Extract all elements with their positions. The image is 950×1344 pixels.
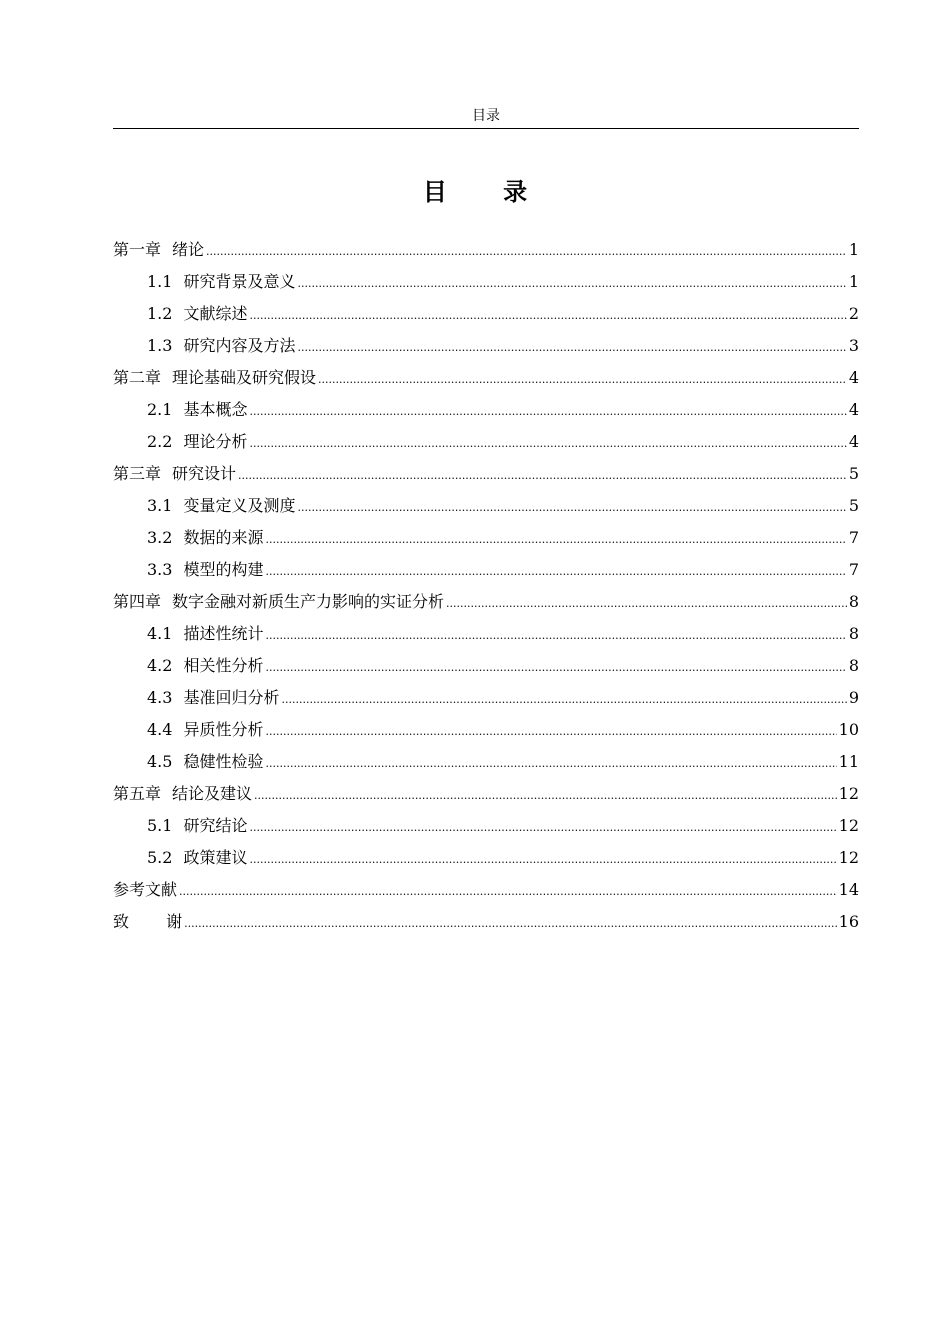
toc-entry-number: 4.5 xyxy=(147,752,173,771)
toc-entry-title: 相关性分析 xyxy=(183,656,264,675)
toc-entry-page: 8 xyxy=(848,656,859,675)
toc-entry-page: 4 xyxy=(848,400,859,419)
toc-entry-page: 1 xyxy=(848,240,859,259)
toc-entry-page: 16 xyxy=(838,912,859,931)
toc-entry[interactable] xyxy=(113,394,859,426)
toc-entry[interactable] xyxy=(113,842,859,874)
toc-entry-title: 结论及建议 xyxy=(172,784,253,803)
toc-entry-title: 研究背景及意义 xyxy=(183,272,296,291)
toc-entry-title: 变量定义及测度 xyxy=(183,496,296,515)
page-title: 目 录 xyxy=(422,177,552,206)
toc-dot-leader xyxy=(238,460,847,492)
toc-entry[interactable] xyxy=(113,618,859,650)
toc-entry-number: 2.1 xyxy=(147,400,173,419)
toc-entry-title: 基准回归分析 xyxy=(183,688,280,707)
toc-entry[interactable] xyxy=(113,234,859,266)
toc-entry[interactable] xyxy=(113,682,859,714)
toc-entry-page: 9 xyxy=(848,688,859,707)
toc-entry-title: 绪论 xyxy=(172,240,205,259)
toc-entry-page: 3 xyxy=(848,336,859,355)
toc-entry-title: 数据的来源 xyxy=(183,528,264,547)
toc-entry[interactable] xyxy=(113,330,859,362)
toc-dot-leader xyxy=(265,716,836,748)
toc-entry[interactable] xyxy=(113,906,859,938)
toc-entry-page: 2 xyxy=(848,304,859,323)
toc-entry-page: 5 xyxy=(848,464,859,483)
toc-entry[interactable] xyxy=(113,746,859,778)
toc-dot-leader xyxy=(249,844,836,876)
running-header: 目录 xyxy=(472,108,500,124)
toc-entry-number: 1.1 xyxy=(147,272,173,291)
table-of-contents xyxy=(113,234,859,938)
toc-entry-title: 研究结论 xyxy=(183,816,248,835)
toc-entry-number: 第三章 xyxy=(113,464,162,483)
toc-entry-page: 8 xyxy=(848,624,859,643)
toc-entry-page: 1 xyxy=(848,272,859,291)
toc-entry-title: 参考文献 xyxy=(113,880,178,899)
toc-entry-title: 理论基础及研究假设 xyxy=(172,368,317,387)
toc-dot-leader xyxy=(265,748,836,780)
header-rule xyxy=(113,128,859,129)
toc-entry-title: 理论分析 xyxy=(183,432,248,451)
toc-dot-leader xyxy=(179,876,837,908)
toc-entry-title: 研究内容及方法 xyxy=(183,336,296,355)
toc-entry-title: 致 谢 xyxy=(113,912,199,931)
toc-entry[interactable] xyxy=(113,874,859,906)
toc-entry[interactable] xyxy=(113,586,859,618)
toc-entry-page: 5 xyxy=(848,496,859,515)
toc-dot-leader xyxy=(249,300,846,332)
toc-entry-page: 14 xyxy=(838,880,859,899)
toc-dot-leader xyxy=(249,812,836,844)
toc-dot-leader xyxy=(318,364,847,396)
toc-entry-number: 第四章 xyxy=(113,592,162,611)
toc-entry[interactable] xyxy=(113,426,859,458)
toc-entry-title: 政策建议 xyxy=(183,848,248,867)
toc-entry-number: 4.1 xyxy=(147,624,173,643)
toc-entry-number: 4.4 xyxy=(147,720,173,739)
toc-entry-title: 基本概念 xyxy=(183,400,248,419)
toc-entry[interactable] xyxy=(113,490,859,522)
toc-dot-leader xyxy=(249,396,846,428)
toc-dot-leader xyxy=(206,236,847,268)
toc-dot-leader xyxy=(446,588,847,620)
toc-dot-leader xyxy=(265,524,846,556)
toc-dot-leader xyxy=(265,652,846,684)
toc-entry-page: 11 xyxy=(838,752,859,771)
toc-entry-title: 数字金融对新质生产力影响的实证分析 xyxy=(172,592,445,611)
toc-entry-page: 4 xyxy=(848,432,859,451)
toc-entry-title: 异质性分析 xyxy=(183,720,264,739)
toc-entry-number: 1.3 xyxy=(147,336,173,355)
toc-entry[interactable] xyxy=(113,554,859,586)
toc-entry-number: 第二章 xyxy=(113,368,162,387)
toc-entry-number: 2.2 xyxy=(147,432,173,451)
toc-entry[interactable] xyxy=(113,778,859,810)
toc-entry-number: 3.1 xyxy=(147,496,173,515)
toc-entry[interactable] xyxy=(113,714,859,746)
toc-entry-page: 4 xyxy=(848,368,859,387)
toc-entry-title: 模型的构建 xyxy=(183,560,264,579)
toc-entry[interactable] xyxy=(113,458,859,490)
toc-dot-leader xyxy=(265,620,846,652)
toc-entry[interactable] xyxy=(113,650,859,682)
toc-entry-page: 7 xyxy=(848,528,859,547)
toc-entry-page: 12 xyxy=(838,816,859,835)
toc-entry-page: 12 xyxy=(838,848,859,867)
toc-entry-page: 7 xyxy=(848,560,859,579)
toc-entry-page: 12 xyxy=(838,784,859,803)
toc-entry[interactable] xyxy=(113,522,859,554)
toc-entry[interactable] xyxy=(113,362,859,394)
toc-dot-leader xyxy=(297,268,846,300)
toc-dot-leader xyxy=(281,684,846,716)
toc-entry-number: 3.3 xyxy=(147,560,173,579)
toc-entry-page: 8 xyxy=(848,592,859,611)
toc-entry-number: 3.2 xyxy=(147,528,173,547)
toc-entry-number: 4.3 xyxy=(147,688,173,707)
toc-entry-number: 第五章 xyxy=(113,784,162,803)
toc-entry[interactable] xyxy=(113,298,859,330)
toc-entry[interactable] xyxy=(113,810,859,842)
toc-dot-leader xyxy=(297,332,846,364)
toc-entry-page: 10 xyxy=(838,720,859,739)
toc-entry-title: 文献综述 xyxy=(183,304,248,323)
toc-entry-number: 第一章 xyxy=(113,240,162,259)
toc-dot-leader xyxy=(184,908,837,940)
toc-dot-leader xyxy=(249,428,846,460)
toc-entry-number: 5.2 xyxy=(147,848,173,867)
toc-dot-leader xyxy=(254,780,837,812)
toc-entry-number: 1.2 xyxy=(147,304,173,323)
toc-entry-title: 稳健性检验 xyxy=(183,752,264,771)
toc-dot-leader xyxy=(297,492,846,524)
toc-entry-title: 研究设计 xyxy=(172,464,237,483)
toc-entry-number: 4.2 xyxy=(147,656,173,675)
toc-entry-title: 描述性统计 xyxy=(183,624,264,643)
toc-entry-number: 5.1 xyxy=(147,816,173,835)
toc-dot-leader xyxy=(265,556,846,588)
toc-entry[interactable] xyxy=(113,266,859,298)
